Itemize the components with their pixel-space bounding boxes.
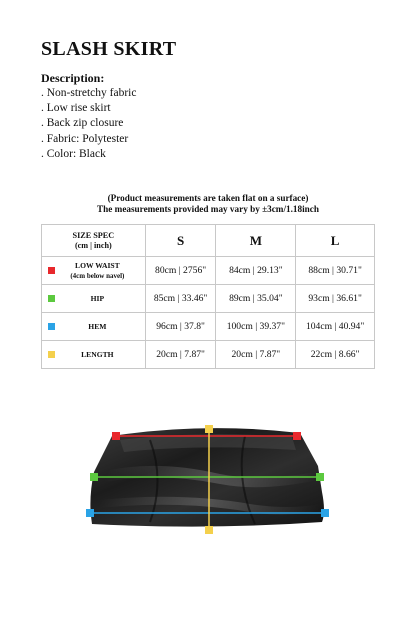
- table-cell: 104cm | 40.94": [296, 313, 375, 341]
- table-cell: 85cm | 33.46": [145, 285, 216, 313]
- table-cell: 80cm | 2756": [145, 257, 216, 285]
- size-spec-table: [41, 224, 375, 369]
- table-cell: 93cm | 36.61": [296, 285, 375, 313]
- size-header-s: S: [145, 225, 216, 257]
- table-cell: 22cm | 8.66": [296, 341, 375, 369]
- low-waist-marker: [293, 432, 301, 440]
- length-marker: [205, 526, 213, 534]
- table-row: [42, 257, 375, 285]
- table-row: [42, 341, 375, 369]
- size-spec-header: [42, 225, 146, 257]
- table-cell: 96cm | 37.8": [145, 313, 216, 341]
- table-cell: 20cm | 7.87": [145, 341, 216, 369]
- description-heading: Description:: [41, 71, 105, 85]
- hip-color-swatch: [48, 295, 55, 302]
- row-label-length: [42, 341, 146, 369]
- description-item: . Back zip closure: [41, 117, 124, 130]
- size-header-m: M: [216, 225, 296, 257]
- row-label: LOW WAIST: [75, 260, 120, 270]
- table-row: [42, 285, 375, 313]
- length-color-swatch: [48, 351, 55, 358]
- hem-marker: [86, 509, 94, 517]
- description-item: . Non-stretchy fabric: [41, 87, 137, 99]
- size-spec-unit: (cm | inch): [74, 240, 112, 250]
- size-header-l: L: [296, 225, 375, 257]
- length-marker: [205, 425, 213, 433]
- low-waist-marker: [112, 432, 120, 440]
- hip-marker: [316, 473, 324, 481]
- measurement-note: [0, 193, 416, 215]
- table-cell: 20cm | 7.87": [216, 341, 296, 369]
- description-item: . Fabric: Polytester: [41, 132, 129, 145]
- row-label-hip: [42, 285, 146, 313]
- table-cell: 88cm | 30.71": [296, 257, 375, 285]
- skirt-measurement-photo: [0, 400, 416, 570]
- low-waist-color-swatch: [48, 267, 55, 274]
- table-cell: 89cm | 35.04": [216, 285, 296, 313]
- measurement-note-line2: The measurements provided may vary by ±3cm/1.18inch: [97, 204, 319, 214]
- row-label: HEM: [88, 322, 107, 331]
- description-list: [41, 86, 136, 162]
- size-spec-label: SIZE SPEC: [72, 231, 115, 240]
- row-label: HIP: [90, 294, 105, 303]
- hem-color-swatch: [48, 323, 55, 330]
- measurement-note-line1: (Product measurements are taken flat on a surface): [107, 193, 309, 203]
- hip-marker: [90, 473, 98, 481]
- description-item: . Color: Black: [41, 147, 106, 160]
- table-row: [42, 313, 375, 341]
- row-label-low-waist: [42, 257, 146, 285]
- table-header-row: [42, 225, 375, 257]
- table-cell: 100cm | 39.37": [216, 313, 296, 341]
- row-label: LENGTH: [81, 350, 114, 359]
- hem-marker: [321, 509, 329, 517]
- table-cell: 84cm | 29.13": [216, 257, 296, 285]
- row-label-hem: [42, 313, 146, 341]
- product-title: SLASH SKIRT: [41, 38, 177, 60]
- row-sublabel: (4cm below navel): [70, 271, 125, 280]
- description-item: . Low rise skirt: [41, 102, 111, 115]
